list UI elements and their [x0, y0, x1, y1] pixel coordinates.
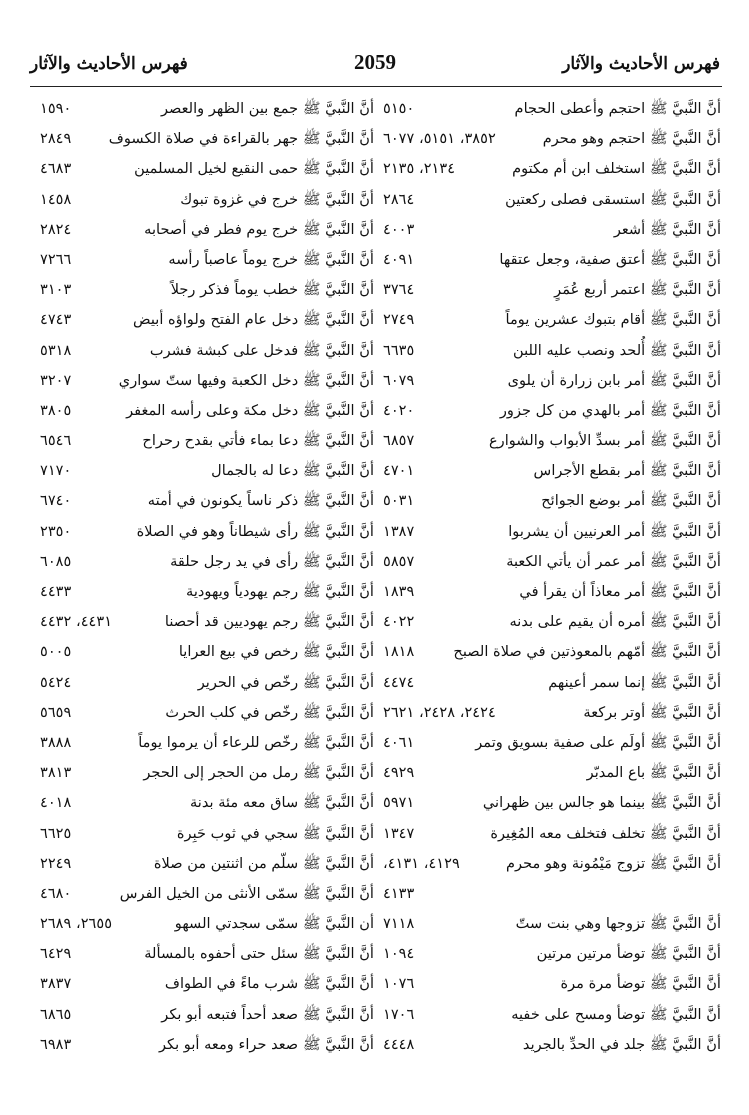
hadith-text: أنَّ النَّبيَّ ﷺ جمع بين الظهر والعصر — [160, 100, 374, 117]
hadith-text: أن النَّبيَّ ﷺ سمّى سجدتي السهو — [174, 915, 374, 933]
index-entry — [40, 758, 374, 788]
left-column — [40, 94, 374, 1060]
index-entry — [40, 668, 374, 698]
hadith-text: أنَّ النَّبيَّ ﷺ صعد أحداً فتبعه أبو بكر — [161, 1005, 374, 1023]
hadith-text: أنَّ النَّبيَّ ﷺ أوتر بركعة — [583, 703, 721, 721]
hadith-reference-number: ٣٨١٣ — [40, 764, 72, 782]
hadith-reference-number: ٤٠٠٣ — [383, 220, 415, 238]
index-entry — [40, 607, 374, 637]
index-entry — [383, 1000, 721, 1030]
hadith-text: أنَّ النَّبيَّ ﷺ خرج يوم فطر في أصحابه — [144, 220, 374, 238]
hadith-reference-number: ٤٠١٨ — [40, 794, 72, 812]
index-entry — [383, 426, 721, 456]
index-entry — [383, 698, 721, 728]
index-entry — [40, 366, 374, 396]
hadith-reference-number: ٤٧٤٣ — [40, 311, 72, 329]
index-entry — [383, 879, 721, 909]
index-entry — [40, 1030, 374, 1060]
hadith-text: أنَّ النَّبيَّ ﷺ ساق معه مئة بدنة — [189, 794, 374, 812]
hadith-reference-number: ٢١٣٤، ٢١٣٥ — [383, 160, 456, 178]
hadith-reference-number: ٥١٥٠ — [383, 100, 415, 117]
index-entry — [383, 819, 721, 849]
index-entry — [383, 517, 721, 547]
hadith-text: أنَّ النَّبيَّ ﷺ أقام بتبوك عشرين يوماً — [505, 311, 721, 329]
page-number: 2059 — [354, 50, 396, 74]
hadith-text: أنَّ النَّبيَّ ﷺ شرب ماءً في الطواف — [164, 975, 374, 993]
index-entry — [383, 275, 721, 305]
index-entry — [40, 788, 374, 818]
hadith-reference-number: ٢٨٤٩ — [40, 130, 72, 148]
hadith-reference-number: ٥٤٢٤ — [40, 673, 72, 691]
index-entry — [383, 637, 721, 667]
hadith-text: أنَّ النَّبيَّ ﷺ أُلحد ونصب عليه اللبن — [513, 341, 721, 359]
hadith-text: أنَّ النَّبيَّ ﷺ رجم يهودياً ويهودية — [186, 583, 374, 600]
index-entry — [40, 275, 374, 305]
hadith-reference-number: ٤٤٣١، ٤٤٣٢ — [40, 613, 113, 631]
hadith-text: أنَّ النَّبيَّ ﷺ بينما هو جالس بين ظهراني — [482, 794, 721, 812]
hadith-reference-number: ٤٤٣٣ — [40, 583, 72, 600]
page-header — [30, 50, 720, 82]
index-entry — [383, 94, 721, 124]
hadith-reference-number: ٤٦٨٣ — [40, 160, 72, 178]
hadith-text: أنَّ النَّبيَّ ﷺ دخل عام الفتح ولواؤه أبيض — [133, 311, 374, 329]
hadith-text: أنَّ النَّبيَّ ﷺ أمر عمر أن يأتي الكعبة — [506, 552, 721, 570]
hadith-reference-number: ٥٩٧١ — [383, 794, 415, 812]
hadith-reference-number: ١٥٩٠ — [40, 100, 72, 117]
index-entry — [40, 215, 374, 245]
hadith-text: أنَّ النَّبيَّ ﷺ احتجم وهو محرم — [542, 130, 721, 148]
hadith-reference-number: ٣٧٦٤ — [383, 281, 415, 299]
hadith-reference-number: ١٣٨٧ — [383, 522, 415, 540]
hadith-text: أنَّ النَّبيَّ ﷺ صعد حراء ومعه أبو بكر — [159, 1035, 374, 1053]
hadith-text: أنَّ النَّبيَّ ﷺ أمّهم بالمعوذتين في صلاة الصبح — [453, 643, 721, 661]
hadith-reference-number: ٤٤٧٤ — [383, 673, 415, 691]
hadith-text: أنَّ النَّبيَّ ﷺ فدخل على كبشة فشرب — [149, 341, 374, 359]
index-entry — [383, 758, 721, 788]
hadith-reference-number: ١٧٠٦ — [383, 1005, 415, 1023]
hadith-reference-number: ٤٤٤٨ — [383, 1035, 415, 1053]
index-entry — [40, 396, 374, 426]
hadith-text: أنَّ النَّبيَّ ﷺ إنما سمر أعينهم — [548, 673, 721, 691]
hadith-text: أنَّ النَّبيَّ ﷺ أمره أن يقيم على بدنه — [509, 613, 721, 631]
hadith-text: أنَّ النَّبيَّ ﷺ خرج في غزوة تبوك — [180, 190, 374, 208]
hadith-reference-number: ٥٦٥٩ — [40, 703, 72, 721]
index-entry — [383, 124, 721, 154]
index-entry — [383, 788, 721, 818]
hadith-reference-number: ٤٠٦١ — [383, 733, 415, 751]
hadith-reference-number: ٤١٣٣ — [383, 884, 415, 902]
index-entry — [40, 728, 374, 758]
hadith-reference-number: ٦٦٣٥ — [383, 341, 415, 359]
hadith-text: أنَّ النَّبيَّ ﷺ أعتق صفية، وجعل عتقها — [499, 250, 721, 268]
index-entry — [40, 426, 374, 456]
hadith-text: أنَّ النَّبيَّ ﷺ رخّص في كلب الحرث — [165, 703, 374, 721]
hadith-reference-number: ٤٩٢٩ — [383, 764, 415, 782]
index-entry — [40, 879, 374, 909]
hadith-reference-number: ٦٤٢٩ — [40, 945, 72, 963]
hadith-reference-number: ٣٨٥٢، ٥١٥١، ٦٠٧٧ — [383, 130, 496, 148]
hadith-reference-number: ٤٠٢٢ — [383, 613, 415, 631]
index-entry — [40, 547, 374, 577]
hadith-reference-number: ٢٧٤٩ — [383, 311, 415, 329]
index-entry — [40, 245, 374, 275]
index-entry — [383, 215, 721, 245]
index-entry — [383, 1030, 721, 1060]
hadith-reference-number: ٢٨٦٤ — [383, 190, 415, 208]
index-entry — [383, 668, 721, 698]
hadith-reference-number: ٦٧٤٠ — [40, 492, 72, 510]
index-entry — [40, 154, 374, 184]
hadith-reference-number: ٣٢٠٧ — [40, 371, 72, 389]
hadith-text: أنَّ النَّبيَّ ﷺ أمر بابن زرارة أن يلوى — [507, 371, 721, 389]
hadith-text: أنَّ النَّبيَّ ﷺ سلّم من اثنتين من صلاة — [153, 854, 374, 872]
hadith-text: أنَّ النَّبيَّ ﷺ رخّص للرعاء أن يرموا يوماً — [138, 733, 374, 751]
index-entry — [40, 939, 374, 969]
hadith-text: أنَّ النَّبيَّ ﷺ أولَم على صفية بسويق وتمر — [475, 733, 721, 751]
hadith-text: أنَّ النَّبيَّ ﷺ خطب يوماً فذكر رجلاً — [170, 281, 374, 299]
hadith-text: أنَّ النَّبيَّ ﷺ دخل مكة وعلى رأسه المغفر — [126, 401, 374, 419]
hadith-text: أنَّ النَّبيَّ ﷺ رمل من الحجر إلى الحجر — [143, 764, 374, 782]
hadith-text: أنَّ النَّبيَّ ﷺ توضأ مرة مرة — [560, 975, 721, 993]
index-entry — [40, 185, 374, 215]
hadith-text: أنَّ النَّبيَّ ﷺ أمر معاذاً أن يقرأ في — [519, 583, 721, 600]
hadith-text: أنَّ النَّبيَّ ﷺ خرج يوماً عاصباً رأسه — [168, 250, 374, 268]
hadith-text: أنَّ النَّبيَّ ﷺ توضأ ومسح على خفيه — [511, 1005, 721, 1023]
index-entry — [383, 849, 721, 879]
header-divider — [30, 86, 722, 87]
hadith-text: أنَّ النَّبيَّ ﷺ اعتمر أربع عُمَرٍ — [554, 281, 721, 299]
index-entry — [40, 336, 374, 366]
hadith-text: أنَّ النَّبيَّ ﷺ رأى شيطاناً وهو في الصلاة — [136, 522, 374, 540]
hadith-text: أنَّ النَّبيَّ ﷺ أمر العرنيين أن يشربوا — [508, 522, 721, 540]
hadith-reference-number: ٢٨٢٤ — [40, 220, 72, 238]
hadith-text: أنَّ النَّبيَّ ﷺ استسقى فصلى ركعتين — [505, 190, 721, 208]
hadith-reference-number: ٣٨٠٥ — [40, 401, 72, 419]
right-column — [383, 94, 721, 1060]
hadith-reference-number: ٥٨٥٧ — [383, 552, 415, 570]
hadith-text: أنَّ النَّبيَّ ﷺ دخل الكعبة وفيها ستّ سواري — [118, 371, 374, 389]
hadith-reference-number: ٦٨٦٥ — [40, 1005, 72, 1023]
index-entry — [40, 969, 374, 999]
hadith-reference-number: ٧١٧٠ — [40, 462, 72, 480]
index-entry — [40, 124, 374, 154]
hadith-text: أنَّ النَّبيَّ ﷺ دعا بماء فأتي بقدح رحراح — [142, 432, 374, 450]
index-entry — [40, 698, 374, 728]
hadith-text: أنَّ النَّبيَّ ﷺ جلد في الحدِّ بالجريد — [522, 1035, 721, 1053]
index-entry — [383, 577, 721, 607]
index-entry — [40, 456, 374, 486]
index-entry — [40, 517, 374, 547]
hadith-reference-number: ٤١٢٩، ٤١٣١، — [383, 854, 460, 872]
hadith-reference-number: ١٣٤٧ — [383, 824, 415, 842]
index-entry — [383, 909, 721, 939]
index-entry — [40, 819, 374, 849]
hadith-reference-number: ٥٠٣١ — [383, 492, 415, 510]
hadith-reference-number: ٥٠٠٥ — [40, 643, 72, 661]
index-entry — [383, 245, 721, 275]
index-entry — [383, 154, 721, 184]
hadith-text: أنَّ النَّبيَّ ﷺ ذكر ناساً يكونون في أمته — [147, 492, 374, 510]
hadith-text: أنَّ النَّبيَّ ﷺ أمر بسدِّ الأبواب والشوارع — [488, 432, 721, 450]
hadith-text: أنَّ النَّبيَّ ﷺ رأى في يد رجل حلقة — [170, 552, 374, 570]
index-entry — [383, 607, 721, 637]
index-entry — [383, 456, 721, 486]
hadith-reference-number: ١٨١٨ — [383, 643, 415, 661]
index-entry — [40, 305, 374, 335]
index-entry — [40, 637, 374, 667]
hadith-reference-number: ٦٩٨٣ — [40, 1035, 72, 1053]
hadith-text: أنَّ النَّبيَّ ﷺ سجي في ثوب حَبِرة — [176, 824, 374, 842]
hadith-text: أنَّ النَّبيَّ ﷺ استخلف ابن أم مكتوم — [512, 160, 721, 178]
hadith-reference-number: ١٠٧٦ — [383, 975, 415, 993]
hadith-text: أنَّ النَّبيَّ ﷺ أمر بوضع الجوائح — [541, 492, 721, 510]
hadith-reference-number: ٧٢٦٦ — [40, 250, 72, 268]
hadith-reference-number: ٤٧٠١ — [383, 462, 415, 480]
hadith-reference-number: ٤٦٨٠ — [40, 884, 72, 902]
hadith-text: أنَّ النَّبيَّ ﷺ تزوج مَيْمُونة وهو محرم — [506, 854, 721, 872]
index-entry — [383, 305, 721, 335]
index-entry — [383, 969, 721, 999]
index-entry — [383, 728, 721, 758]
hadith-reference-number: ٦٠٧٩ — [383, 371, 415, 389]
hadith-reference-number: ٤٠٩١ — [383, 250, 415, 268]
hadith-text: أنَّ النَّبيَّ ﷺ رخص في بيع العرايا — [178, 643, 374, 661]
hadith-text: أنَّ النَّبيَّ ﷺ جهر بالقراءة في صلاة الكسوف — [108, 130, 374, 148]
header-title-left: فهرس الأحاديث والآثار — [30, 54, 188, 74]
hadith-reference-number: ٦٠٨٥ — [40, 552, 72, 570]
index-entry — [40, 849, 374, 879]
hadith-text: أنَّ النَّبيَّ ﷺ سئل حتى أحفوه بالمسألة — [144, 945, 374, 963]
index-entry — [383, 185, 721, 215]
hadith-reference-number: ٥٣١٨ — [40, 341, 72, 359]
index-entry — [383, 486, 721, 516]
hadith-reference-number: ١٠٩٤ — [383, 945, 415, 963]
hadith-text: أنَّ النَّبيَّ ﷺ احتجم وأعطى الحجام — [514, 100, 721, 117]
hadith-text: أنَّ النَّبيَّ ﷺ أشعر — [613, 220, 721, 238]
index-entry — [40, 909, 374, 939]
index-entry — [40, 577, 374, 607]
hadith-reference-number: ٣٨٣٧ — [40, 975, 72, 993]
hadith-reference-number: ٧١١٨ — [383, 915, 415, 933]
index-entry — [40, 1000, 374, 1030]
hadith-text: أنَّ النَّبيَّ ﷺ أمر بقطع الأجراس — [533, 462, 721, 480]
hadith-reference-number: ٢٢٤٩ — [40, 854, 72, 872]
hadith-text: أنَّ النَّبيَّ ﷺ أمر بالهدي من كل جزور — [499, 401, 721, 419]
hadith-reference-number: ٢٣٥٠ — [40, 522, 72, 540]
index-entry — [383, 396, 721, 426]
index-entry — [383, 939, 721, 969]
index-entry — [40, 94, 374, 124]
hadith-text: أنَّ النَّبيَّ ﷺ توضأ مرتين مرتين — [536, 945, 721, 963]
hadith-text: أنَّ النَّبيَّ ﷺ دعا له بالجمال — [211, 462, 374, 480]
hadith-reference-number: ٢٤٢٤، ٢٤٢٨، ٢٦٢١ — [383, 703, 496, 721]
header-title-right: فهرس الأحاديث والآثار — [562, 54, 720, 74]
hadith-reference-number: ٤٠٢٠ — [383, 401, 415, 419]
index-entry — [383, 547, 721, 577]
hadith-text: أنَّ النَّبيَّ ﷺ باع المدبّر — [586, 764, 721, 782]
index-entry — [383, 336, 721, 366]
hadith-reference-number: ١٨٣٩ — [383, 583, 415, 600]
hadith-text: أنَّ النَّبيَّ ﷺ تزوجها وهي بنت ستّ — [515, 915, 721, 933]
hadith-text: أنَّ النَّبيَّ ﷺ تخلف فتخلف معه المُغِيرة — [490, 824, 721, 842]
index-entry — [40, 486, 374, 516]
index-entry — [383, 366, 721, 396]
hadith-reference-number: ٦٦٢٥ — [40, 824, 72, 842]
hadith-text: أنَّ النَّبيَّ ﷺ حمى النقيع لخيل المسلمين — [134, 160, 374, 178]
hadith-text: أنَّ النَّبيَّ ﷺ رخّص في الحرير — [197, 673, 374, 691]
hadith-reference-number: ٣١٠٣ — [40, 281, 72, 299]
hadith-text: أنَّ النَّبيَّ ﷺ رجم يهوديين قد أحصنا — [164, 613, 374, 631]
hadith-reference-number: ٦٥٤٦ — [40, 432, 72, 450]
hadith-reference-number: ٢٦٥٥، ٢٦٨٩ — [40, 915, 113, 933]
hadith-reference-number: ٣٨٨٨ — [40, 733, 72, 751]
hadith-reference-number: ١٤٥٨ — [40, 190, 72, 208]
hadith-reference-number: ٦٨٥٧ — [383, 432, 415, 450]
hadith-text: أنَّ النَّبيَّ ﷺ سمّى الأنثى من الخيل الفرس — [119, 884, 374, 902]
